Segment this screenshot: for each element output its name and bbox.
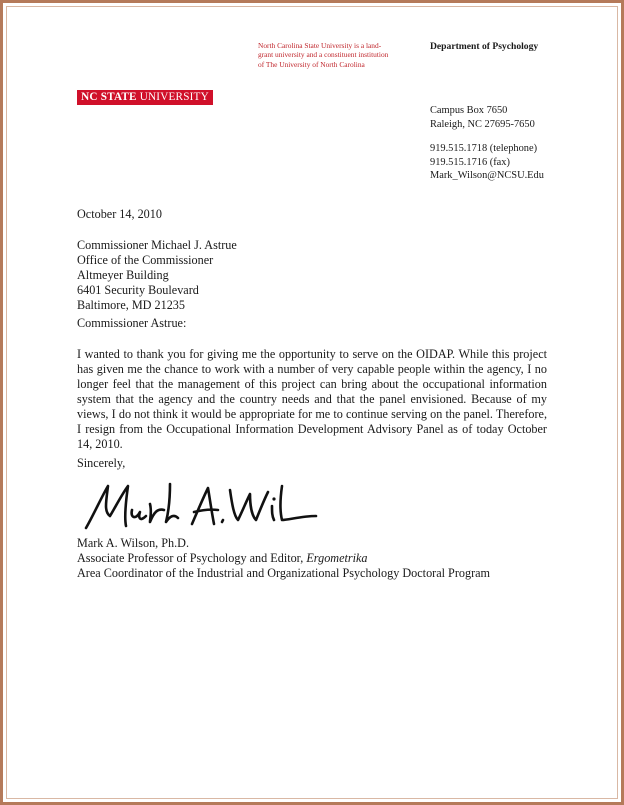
address-line: Campus Box 7650 <box>430 105 508 116</box>
signer-role: Area Coordinator of the Industrial and Organizational Psychology Doctoral Program <box>77 566 491 580</box>
signature-block <box>77 536 547 581</box>
affiliation-line: North Carolina State University is a land- <box>258 41 382 50</box>
sender-address <box>430 104 544 183</box>
signer-name: Mark A. Wilson, Ph.D. <box>77 536 190 550</box>
handwritten-signature <box>80 476 320 536</box>
recipient-line: Commissioner Michael J. Astrue <box>77 238 237 252</box>
affiliation-statement <box>258 41 408 69</box>
nc-state-logo <box>77 90 213 105</box>
department-name: Department of Psychology <box>430 41 539 52</box>
affiliation-line: grant university and a constituent institution <box>258 50 389 60</box>
address-line: Raleigh, NC 27695-7650 <box>430 118 535 130</box>
recipient-line: Altmeyer Building <box>77 268 169 282</box>
letter-date: October 14, 2010 <box>77 207 162 221</box>
recipient-address <box>77 238 547 313</box>
closing: Sincerely, <box>77 456 126 470</box>
contact-fax: 919.515.1716 (fax) <box>430 156 510 168</box>
signer-title-prefix: Associate Professor of Psychology and Editor, <box>77 551 307 565</box>
logo-bold-text: NC STATE <box>81 91 137 103</box>
affiliation-line: of The University of North Carolina <box>258 59 365 69</box>
recipient-line: 6401 Security Boulevard <box>77 283 199 297</box>
contact-telephone: 919.515.1718 (telephone) <box>430 143 538 154</box>
signer-title <box>77 551 547 566</box>
logo-regular-text: UNIVERSITY <box>139 91 209 103</box>
journal-name: Ergometrika <box>306 551 368 565</box>
recipient-line: Baltimore, MD 21235 <box>77 298 185 312</box>
contact-email: Mark_Wilson@NCSU.Edu <box>430 170 544 181</box>
letter-body: I wanted to thank you for giving me the opportunity to serve on the OIDAP. While this project has given me the chance to work with a number of very capable people within the agency, I no longer feel that the management of this project can bring about the occupational information system that the agency and the country needs and that the panel envisioned. Because of my views, I do not think it would be appropriate for me to continue serving on the panel. Therefore, I resign from the Occupational Information Development Advisory Panel as of today October 14, 2010. <box>77 347 547 451</box>
recipient-line: Office of the Commissioner <box>77 253 214 267</box>
salutation: Commissioner Astrue: <box>77 316 187 330</box>
